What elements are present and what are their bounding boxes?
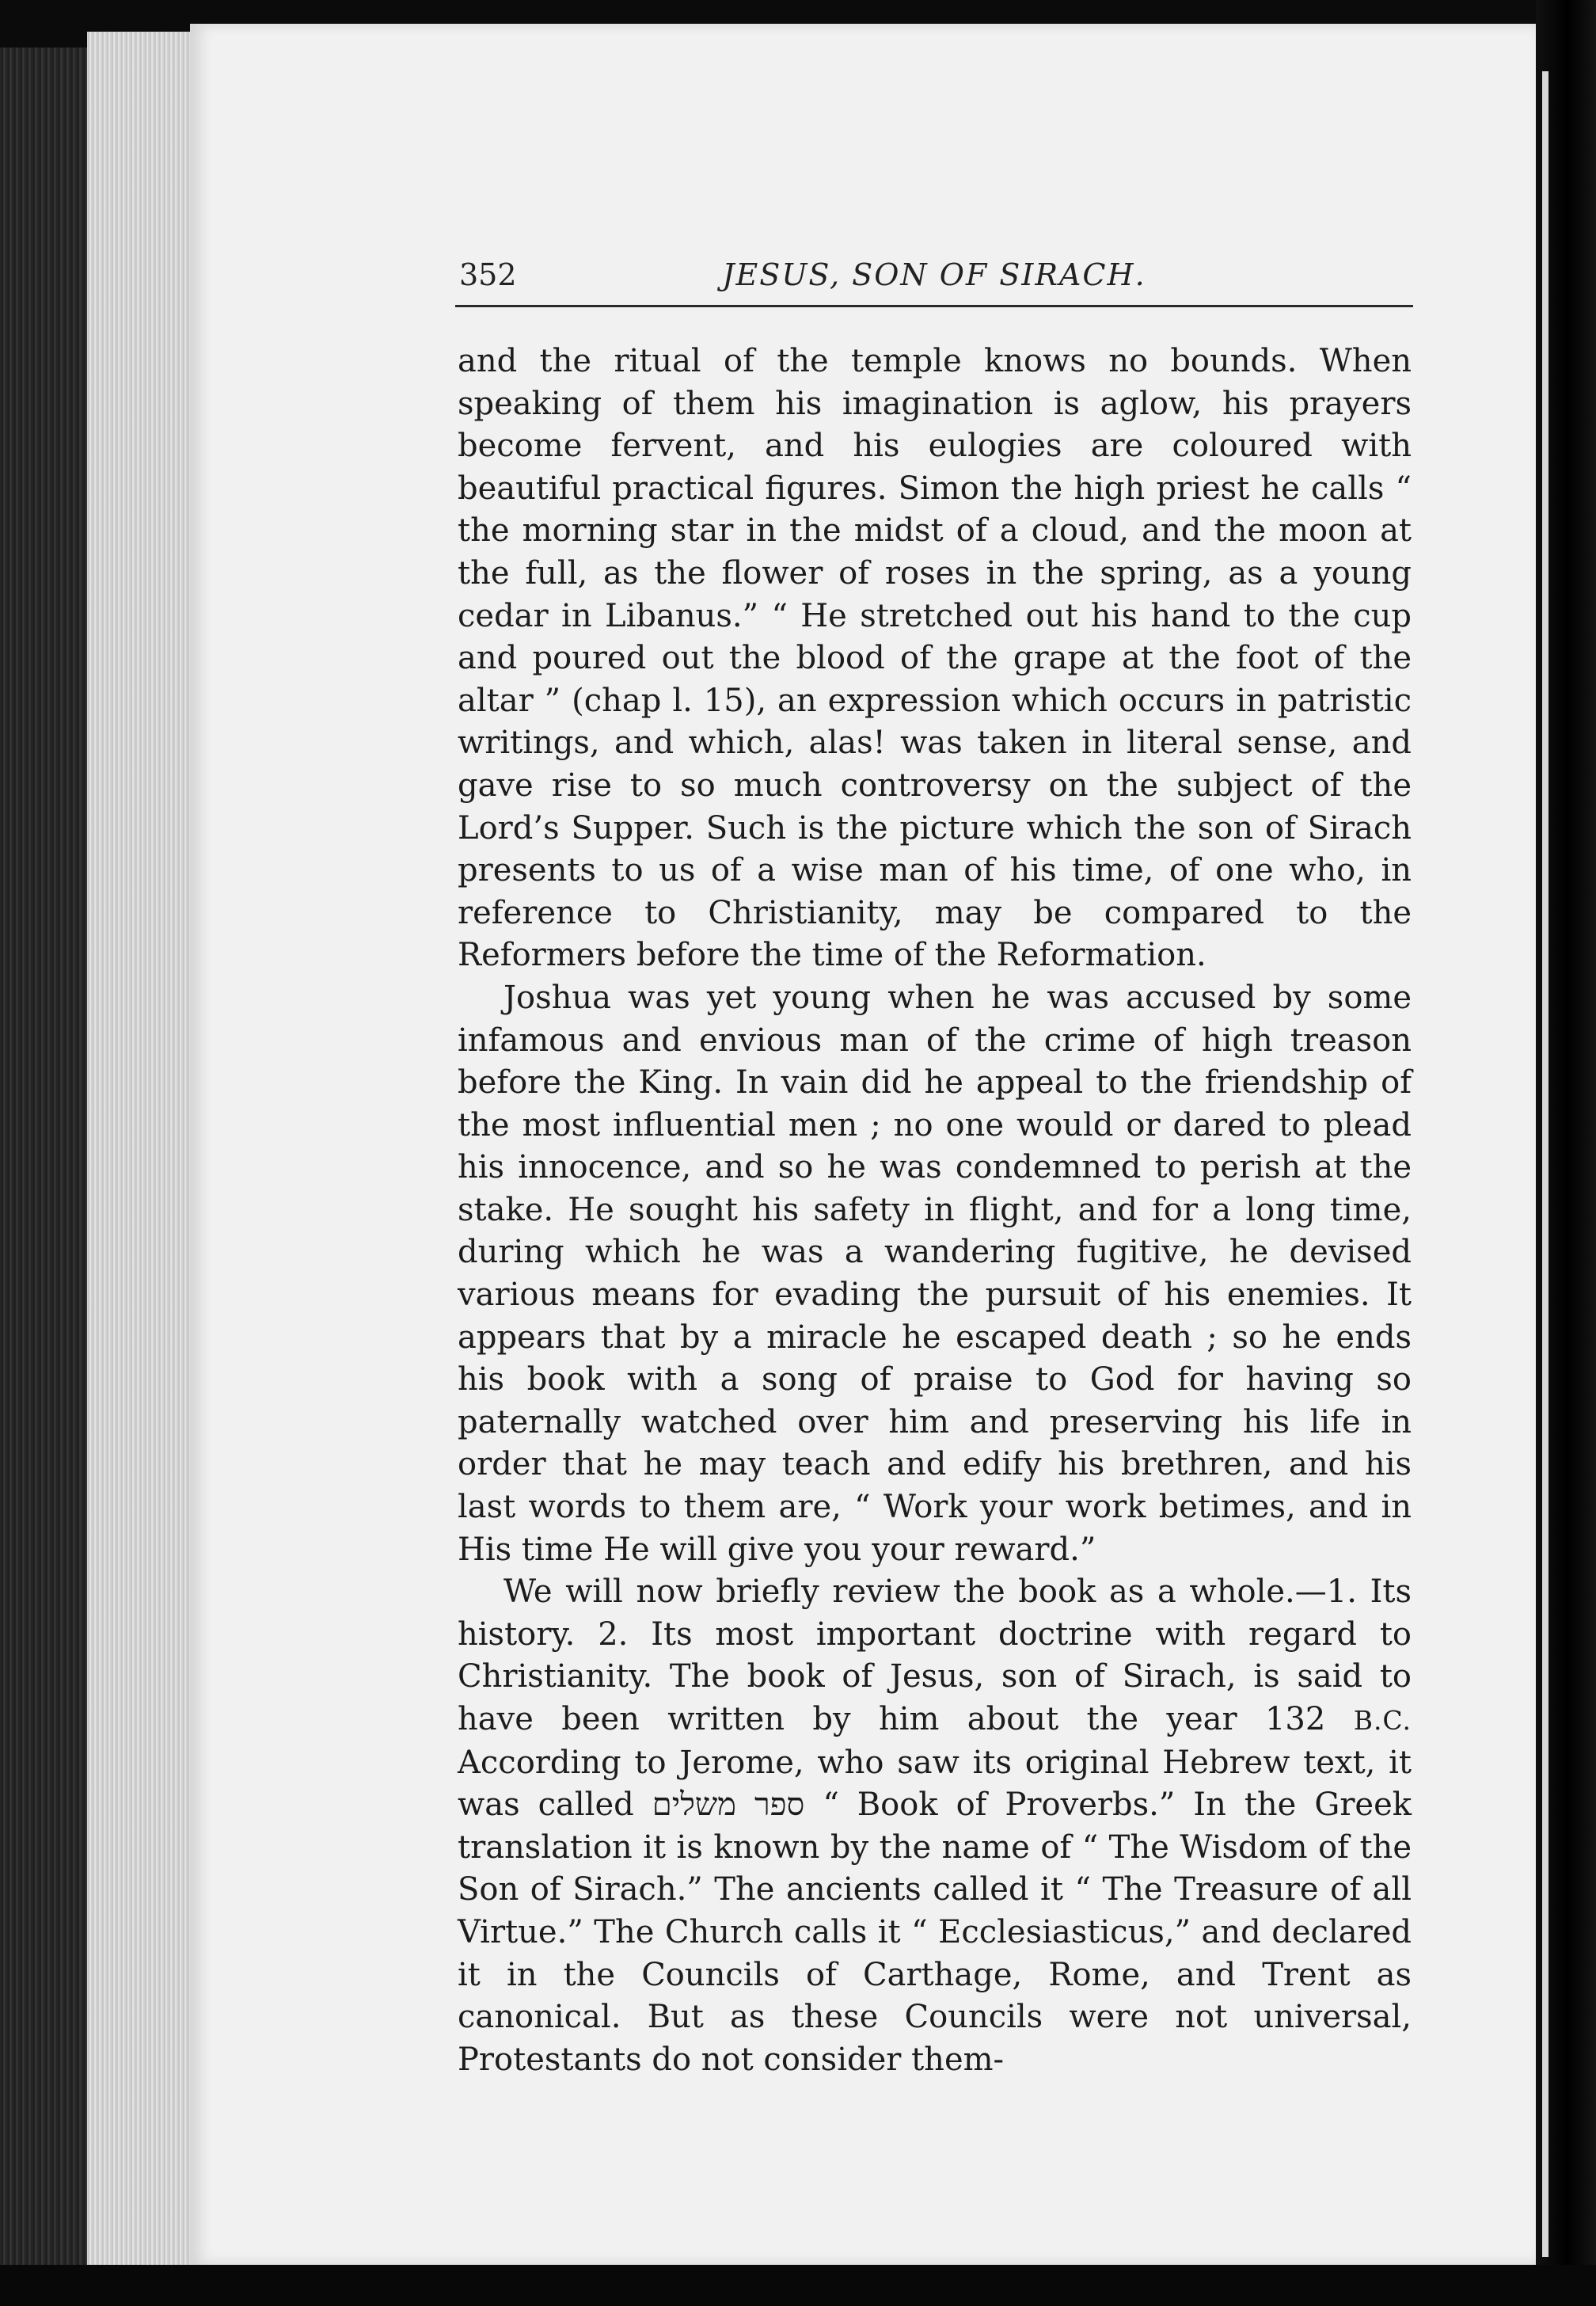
paragraph-1: and the ritual of the temple knows no bounds. When speaking of them his imagination is aglow, his prayers become fervent, and his eulogies are coloured with beautiful practical figures. Simon the high priest he calls “ the morning star in the midst of a cloud, and the moon at the full, as the flower of roses in the spring, as a young cedar in Libanus.” “ He stretched out his hand to the cup and poured out the blood of the grape at the foot of the altar ” (chap l. 15), an expression which occurs in patristic writings, and which, alas! was taken in literal sense, and gave rise to so much controversy on the subject of the Lord’s Supper. Such is the picture which the son of Sirach presents to us of a wise man of his time, of one who, in reference to Christianity, may be compared to the Reformers before the time of the Reformation. (458, 343, 1412, 974)
paragraph-3-part-c: “ Book of Proverbs.” In the Greek translation it is known by the name of “ The Wisdom of the Son of Sirach.” The ancients called it “ The Treasure of all Virtue.” The Church calls it “ Ecclesiasticus,” and declared it in the Councils of Carthage, Rome, and Trent as canonical. But as these Councils were not universal, Protestants do not consider them- (458, 1787, 1412, 2078)
paragraph-3-part-a: We will now briefly review the book as a whole.—1. Its history. 2. Its most important doctrine with regard to Christianity. The book of Jesus, son of Sirach, is said to have been written by him about the year 132 (458, 1573, 1412, 1737)
paragraph-3-part-b: According to Jerome, who saw its original Hebrew text, it was called (458, 1744, 1412, 1824)
body-text (458, 341, 1412, 2081)
running-title: JESUS, SON OF SIRACH. (722, 257, 1146, 292)
page-edges (87, 32, 198, 2273)
header-rule (455, 305, 1413, 307)
bottom-edge (0, 2265, 1596, 2306)
running-head (459, 257, 1409, 305)
era-abbreviation: B.C. (1353, 1705, 1412, 1736)
page-number: 352 (459, 257, 517, 292)
paragraph-2: Joshua was yet young when he was accused by some infamous and envious man of the crime of high treason before the King. In vain did he appeal to the friendship of the most influential men ; no one would or dared to plead his innocence, and so he was condemned to perish at the stake. He sought his safety in flight, and for a long time, during which he was a wandering fugitive, he devised various means for evading the pursuit of his enemies. It appears that by a miracle he escaped death ; so he ends his book with a song of praise to God for having so paternally watched over him and preserving his life in order that he may teach and edify his brethren, and his last words to them are, “ Work your work betimes, and in His time He will give you your reward.” (458, 979, 1412, 1568)
paragraph-3 (458, 1571, 1412, 2081)
hebrew-title: ספר משלים (652, 1787, 805, 1824)
facing-page-edge (1542, 71, 1548, 2257)
